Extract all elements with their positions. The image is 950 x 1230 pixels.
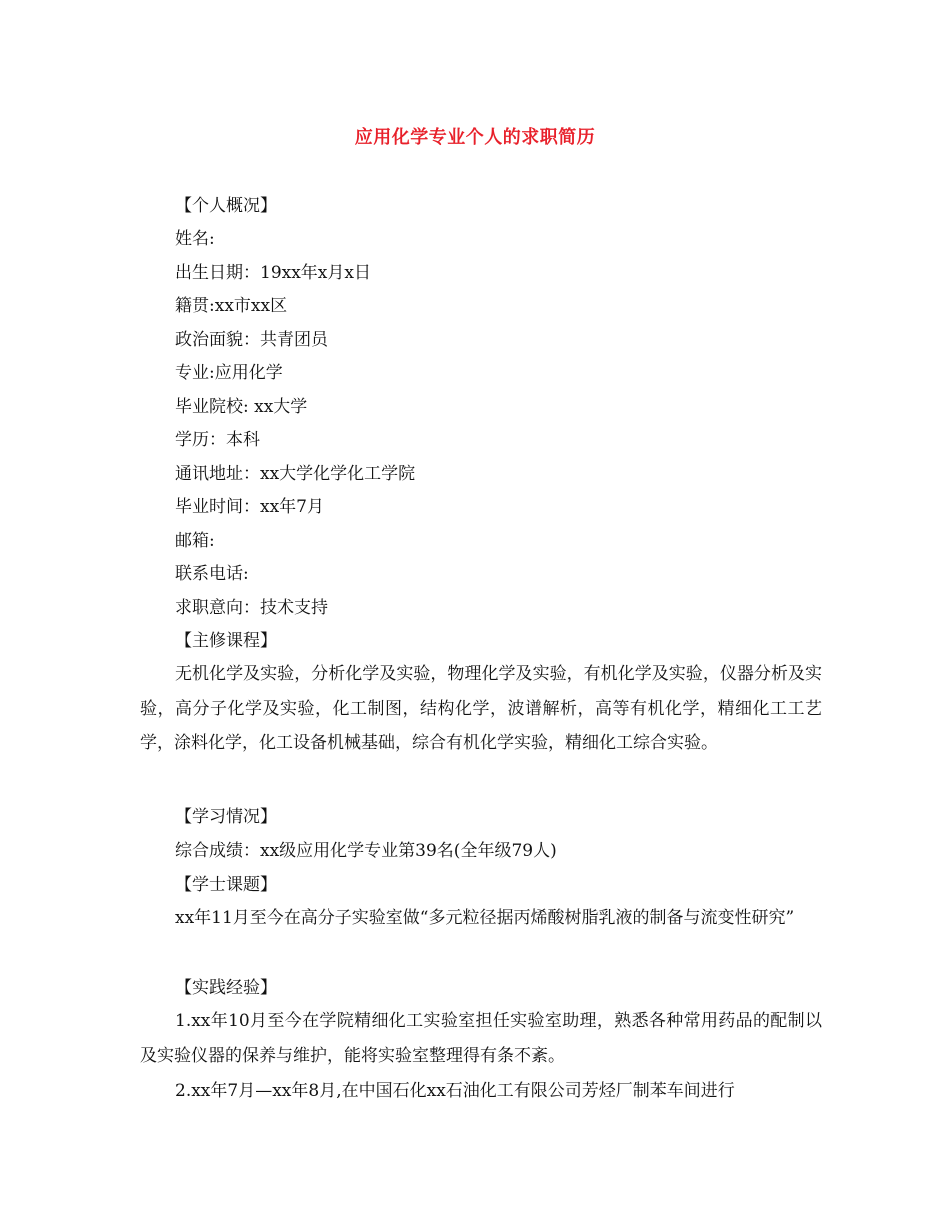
section-header-practice: 【实践经验】 [175, 978, 277, 998]
field-school: 毕业院校: xx大学 [175, 397, 308, 417]
field-grad-time: 毕业时间：xx年7月 [175, 497, 324, 517]
courses-text: 无机化学及实验，分析化学及实验，物理化学及实验，有机化学及实验，仪器分析及实验，高分子化学及实验，化工制图，结构化学，波谱解析，高等有机化学，精细化工工艺学，涂料化学，化工设备机械基础，综合有机化学实验，精细化工综合实验。 [140, 664, 822, 754]
section-header-courses: 【主修课程】 [175, 631, 277, 651]
field-address: 通讯地址：xx大学化学化工学院 [175, 464, 416, 484]
field-birth: 出生日期：19xx年x月x日 [175, 263, 371, 283]
field-degree: 学历：本科 [175, 430, 260, 450]
study-text: 综合成绩：xx级应用化学专业第39名(全年级79人) [175, 841, 557, 861]
thesis-text: xx年11月至今在高分子实验室做“多元粒径据丙烯酸树脂乳液的制备与流变性研究” [175, 908, 795, 928]
section-header-profile: 【个人概况】 [175, 196, 277, 216]
field-name: 姓名: [175, 229, 215, 249]
practice-item-2: 2.xx年7月—xx年8月,在中国石化xx石油化工有限公司芳烃厂制苯车间进行 [175, 1081, 735, 1101]
field-phone: 联系电话: [175, 564, 249, 584]
field-email: 邮箱: [175, 531, 215, 551]
section-header-study: 【学习情况】 [175, 807, 277, 827]
document-title: 应用化学专业个人的求职简历 [354, 127, 596, 148]
section-header-thesis: 【学士课题】 [175, 875, 277, 895]
practice-item-1: 1.xx年10月至今在学院精细化工实验室担任实验室助理，熟悉各种常用药品的配制以及实验仪器的保养与维护，能将实验室整理得有条不紊。 [140, 1011, 822, 1066]
field-objective: 求职意向：技术支持 [175, 598, 328, 618]
field-political: 政治面貌：共青团员 [175, 330, 328, 350]
field-native: 籍贯:xx市xx区 [175, 296, 288, 316]
field-major: 专业:应用化学 [175, 363, 283, 383]
